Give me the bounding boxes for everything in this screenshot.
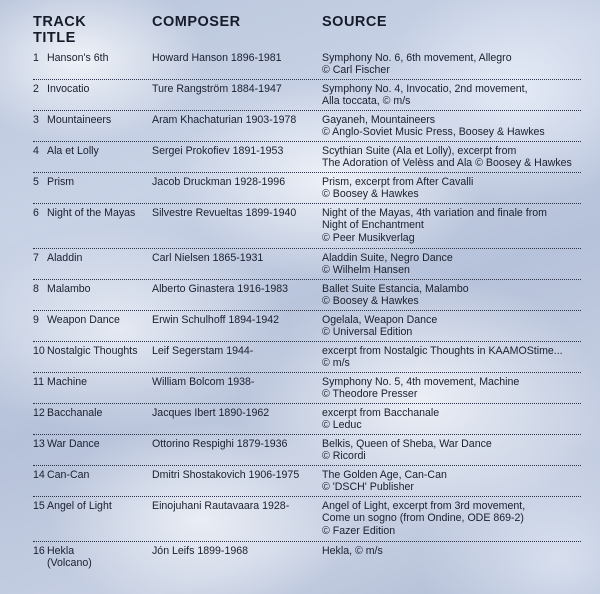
track-number: 11 (33, 376, 44, 388)
track-title: Bacchanale (47, 407, 103, 419)
source-line: Night of the Mayas, 4th variation and finale from (322, 207, 547, 219)
track-source (322, 252, 584, 277)
source-line: The Adoration of Velèss and Ala © Boosey & Hawkes (322, 157, 572, 170)
track-source (322, 52, 584, 77)
source-line: excerpt from Bacchanale (322, 407, 440, 419)
track-composer: Jacques Ibert 1890-1962 (152, 407, 270, 419)
track-number: 15 (33, 500, 45, 512)
source-line: Hekla, © m/s (322, 545, 383, 557)
track-source (322, 145, 584, 170)
track-row (33, 80, 581, 111)
track-source (322, 283, 584, 308)
track-number: 2 (33, 83, 39, 95)
track-composer: Sergei Prokofiev 1891-1953 (152, 145, 284, 157)
track-row (33, 142, 581, 173)
source-line: Symphony No. 5, 4th movement, Machine (322, 376, 520, 388)
track-number: 5 (33, 176, 39, 188)
track-row (33, 542, 581, 573)
track-composer: Jón Leifs 1899-1968 (152, 545, 249, 557)
track-row (33, 280, 581, 311)
track-row (33, 173, 581, 204)
source-header: SOURCE (322, 14, 388, 30)
track-source (322, 438, 584, 463)
track-number: 13 (33, 438, 45, 450)
source-line: Scythian Suite (Ala et Lolly), excerpt from (322, 145, 517, 157)
source-line: © Boosey & Hawkes (322, 188, 419, 201)
track-composer: William Bolcom 1938- (152, 376, 255, 388)
track-title: Malambo (47, 283, 91, 295)
source-line: © Theodore Presser (322, 388, 418, 401)
track-row (33, 204, 581, 249)
track-composer: Erwin Schulhoff 1894-1942 (152, 314, 280, 326)
source-line: © Ricordi (322, 450, 366, 463)
track-title: Hanson's 6th (47, 52, 109, 64)
track-composer: Carl Nielsen 1865-1931 (152, 252, 264, 264)
track-composer: Leif Segerstam 1944- (152, 345, 254, 357)
track-number: 10 (33, 345, 45, 357)
track-composer: Aram Khachaturian 1903-1978 (152, 114, 297, 126)
source-line: © Leduc (322, 419, 362, 432)
track-number: 6 (33, 207, 39, 219)
track-source (322, 407, 584, 432)
track-title: War Dance (47, 438, 100, 450)
track-title: Aladdin (47, 252, 83, 264)
source-line: © Carl Fischer (322, 64, 390, 77)
track-source (322, 376, 584, 401)
track-number: 14 (33, 469, 45, 481)
track-composer: Ture Rangström 1884-1947 (152, 83, 282, 95)
track-source (322, 345, 584, 370)
track-row (33, 497, 581, 542)
track-row (33, 404, 581, 435)
track-row (33, 49, 581, 80)
track-composer: Dmitri Shostakovich 1906-1975 (152, 469, 300, 481)
track-source (322, 207, 584, 244)
track-composer: Ottorino Respighi 1879-1936 (152, 438, 288, 450)
column-headers (0, 14, 600, 48)
track-title: Nostalgic Thoughts (47, 345, 138, 357)
source-line: The Golden Age, Can-Can (322, 469, 447, 481)
track-row (33, 311, 581, 342)
track-number: 12 (33, 407, 45, 419)
track-number: 1 (33, 52, 39, 64)
source-line: Angel of Light, excerpt from 3rd movement, (322, 500, 526, 512)
track-source (322, 83, 584, 108)
track-title: Hekla (Volcano) (47, 545, 92, 570)
source-line: © Wilhelm Hansen (322, 264, 410, 277)
track-row (33, 249, 581, 280)
track-header-line: TRACK (33, 14, 87, 30)
track-title: Can-Can (47, 469, 90, 481)
source-line: excerpt from Nostalgic Thoughts in KAAMOStime... (322, 345, 563, 357)
track-composer: Howard Hanson 1896-1981 (152, 52, 282, 64)
composer-header: COMPOSER (152, 14, 241, 30)
track-composer: Einojuhani Rautavaara 1928- (152, 500, 290, 512)
track-title: Angel of Light (47, 500, 112, 512)
source-line: Ballet Suite Estancia, Malambo (322, 283, 469, 295)
source-line: Symphony No. 4, Invocatio, 2nd movement, (322, 83, 528, 95)
track-source (322, 500, 584, 537)
track-composer: Jacob Druckman 1928-1996 (152, 176, 286, 188)
source-line: © Anglo-Soviet Music Press, Boosey & Hawkes (322, 126, 545, 139)
track-title: Night of the Mayas (47, 207, 136, 219)
source-line: Symphony No. 6, 6th movement, Allegro (322, 52, 512, 64)
source-line: Prism, excerpt from After Cavalli (322, 176, 474, 188)
source-line: Come un sogno (from Ondine, ODE 869-2) (322, 512, 524, 525)
track-row (33, 342, 581, 373)
source-line: © Peer Musikverlag (322, 231, 415, 244)
source-line: © m/s (322, 357, 350, 370)
source-line: Belkis, Queen of Sheba, War Dance (322, 438, 492, 450)
track-source (322, 469, 584, 494)
track-row (33, 466, 581, 497)
source-line: © 'DSCH' Publisher (322, 481, 414, 494)
track-title: Ala et Lolly (47, 145, 99, 157)
source-line: © Fazer Edition (322, 524, 396, 537)
track-number: 3 (33, 114, 39, 126)
track-title-header (33, 14, 143, 46)
track-list (0, 49, 600, 573)
track-title: Invocatio (47, 83, 90, 95)
track-composer: Alberto Ginastera 1916-1983 (152, 283, 289, 295)
track-number: 8 (33, 283, 39, 295)
track-source (322, 176, 584, 201)
source-line: Alla toccata, © m/s (322, 95, 411, 108)
track-title: Mountaineers (47, 114, 112, 126)
track-source (322, 314, 584, 339)
source-line: Gayaneh, Mountaineers (322, 114, 436, 126)
track-row (33, 435, 581, 466)
source-line: Ogelala, Weapon Dance (322, 314, 438, 326)
track-title: Prism (47, 176, 75, 188)
track-row (33, 373, 581, 404)
track-row (33, 111, 581, 142)
track-number: 16 (33, 545, 45, 557)
source-line: Aladdin Suite, Negro Dance (322, 252, 453, 264)
source-line: © Boosey & Hawkes (322, 295, 419, 308)
source-line: Night of Enchantment (322, 219, 424, 232)
track-number: 9 (33, 314, 39, 326)
track-source (322, 114, 584, 139)
track-title: Machine (47, 376, 88, 388)
source-line: © Universal Edition (322, 326, 413, 339)
title-header-line: TITLE (33, 30, 76, 46)
track-source (322, 545, 584, 557)
track-number: 4 (33, 145, 39, 157)
track-composer: Silvestre Revueltas 1899-1940 (152, 207, 297, 219)
track-number: 7 (33, 252, 39, 264)
track-title: Weapon Dance (47, 314, 120, 326)
